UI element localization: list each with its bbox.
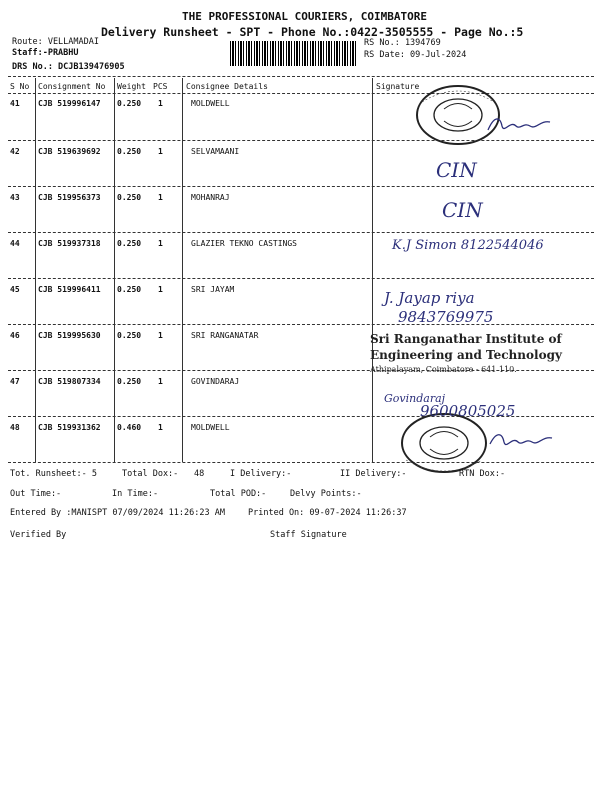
row-pcs: 1 [158, 193, 163, 202]
first-delivery-label: I Delivery:- [230, 469, 292, 479]
row-weight: 0.250 [117, 239, 142, 248]
row-pcs: 1 [158, 423, 163, 432]
column-divider [182, 78, 183, 462]
row-consignment: CJB 519996411 [38, 285, 101, 294]
row-consignment: CJB 519639692 [38, 147, 101, 156]
handwritten-name: Govindaraj [384, 392, 446, 405]
column-header-consignment: Consignment No [38, 82, 106, 91]
row-consignee: SRI RANGANATAR [191, 331, 259, 340]
handwritten-signature [484, 112, 554, 138]
row-sno: 46 [10, 331, 20, 340]
column-header-pcs: PCS [153, 82, 168, 91]
row-rule [8, 186, 594, 187]
total-runsheet: Tot. Runsheet:- 5 [10, 469, 97, 479]
entered-by: Entered By :MANISPT 07/09/2024 11:26:23 AM [10, 508, 225, 518]
row-consignment: CJB 519931362 [38, 423, 101, 432]
total-pod-label: Total POD:- [210, 489, 267, 499]
row-consignment: CJB 519807334 [38, 377, 101, 386]
column-header-signature: Signature [376, 82, 420, 91]
column-header-weight: Weight [117, 82, 146, 91]
barcode [230, 41, 358, 66]
row-consignee: GOVINDARAJ [191, 377, 240, 386]
row-consignment: CJB 519956373 [38, 193, 101, 202]
staff-label: Staff:-PRABHU [12, 48, 79, 58]
row-sno: 47 [10, 377, 20, 386]
column-header-consignee: Consignee Details [186, 82, 268, 91]
second-delivery-label: II Delivery:- [340, 469, 407, 479]
row-sno: 42 [10, 147, 20, 156]
handwritten-signature [486, 428, 556, 454]
row-pcs: 1 [158, 285, 163, 294]
row-consignee: SRI JAYAM [191, 285, 235, 294]
delivery-points-label: Delvy Points:- [290, 489, 362, 499]
table-bottom-rule [8, 462, 594, 463]
in-time-label: In Time:- [112, 489, 159, 499]
row-weight: 0.250 [117, 331, 142, 340]
row-sno: 41 [10, 99, 20, 108]
institution-stamp-address: Athipalayam, Coimbatore - 641 110. [370, 365, 517, 374]
handwritten-name: J. Jayap riya [384, 289, 475, 307]
row-consignee: MOLDWELL [191, 99, 230, 108]
row-sno: 43 [10, 193, 20, 202]
row-rule [8, 140, 594, 141]
row-pcs: 1 [158, 239, 163, 248]
institution-stamp-line: Sri Ranganathar Institute of [370, 332, 562, 346]
table-top-rule [8, 76, 594, 77]
row-weight: 0.250 [117, 285, 142, 294]
row-consignee: MOLDWELL [191, 423, 230, 432]
row-weight: 0.250 [117, 147, 142, 156]
rtn-dox-label: RTN Dox:- [459, 469, 506, 479]
staff-signature-label: Staff Signature [270, 530, 347, 540]
row-pcs: 1 [158, 99, 163, 108]
row-weight: 0.250 [117, 193, 142, 202]
out-time-label: Out Time:- [10, 489, 62, 499]
handwritten-signature: CIN [436, 158, 477, 182]
column-divider [114, 78, 115, 462]
row-sno: 45 [10, 285, 20, 294]
row-sno: 44 [10, 239, 20, 248]
row-consignment: CJB 519937318 [38, 239, 101, 248]
delivery-seal-stamp [398, 412, 490, 474]
handwritten-phone: 9600805025 [420, 402, 516, 420]
row-pcs: 1 [158, 147, 163, 156]
row-consignee: SELVAMAANI [191, 147, 240, 156]
handwritten-name-phone: K.J Simon 8122544046 [392, 238, 544, 253]
column-divider [35, 78, 36, 462]
row-weight: 0.460 [117, 423, 142, 432]
verified-by-label: Verified By [10, 530, 67, 540]
row-consignment: CJB 519996147 [38, 99, 101, 108]
drs-number: DRS No.: DCJB139476905 [12, 62, 125, 72]
row-consignee: MOHANRAJ [191, 193, 230, 202]
route-label: Route: VELLAMADAI [12, 37, 99, 47]
column-divider [372, 78, 373, 462]
row-weight: 0.250 [117, 99, 142, 108]
header-rule [8, 93, 594, 94]
row-sno: 48 [10, 423, 20, 432]
rs-date: RS Date: 09-Jul-2024 [364, 50, 467, 60]
printed-on: Printed On: 09-07-2024 11:26:37 [248, 508, 407, 518]
handwritten-phone: 9843769975 [398, 308, 494, 326]
row-rule [8, 232, 594, 233]
row-rule [8, 324, 594, 325]
handwritten-signature: CIN [442, 198, 483, 222]
row-pcs: 1 [158, 377, 163, 386]
row-weight: 0.250 [117, 377, 142, 386]
rs-number: RS No.: 1394769 [364, 38, 441, 48]
row-consignee: GLAZIER TEKNO CASTINGS [191, 239, 297, 248]
runsheet-title: Delivery Runsheet - SPT - Phone No.:0422-3505555 - Page No.:5 [101, 25, 524, 39]
row-pcs: 1 [158, 331, 163, 340]
total-dox-value: 48 [194, 469, 205, 479]
row-consignment: CJB 519995630 [38, 331, 101, 340]
total-dox-label: Total Dox:- [122, 469, 179, 479]
row-rule [8, 278, 594, 279]
column-header-sno: S No [10, 82, 30, 91]
company-title: THE PROFESSIONAL COURIERS, COIMBATORE [182, 10, 428, 23]
institution-stamp-line: Engineering and Technology [370, 348, 562, 362]
